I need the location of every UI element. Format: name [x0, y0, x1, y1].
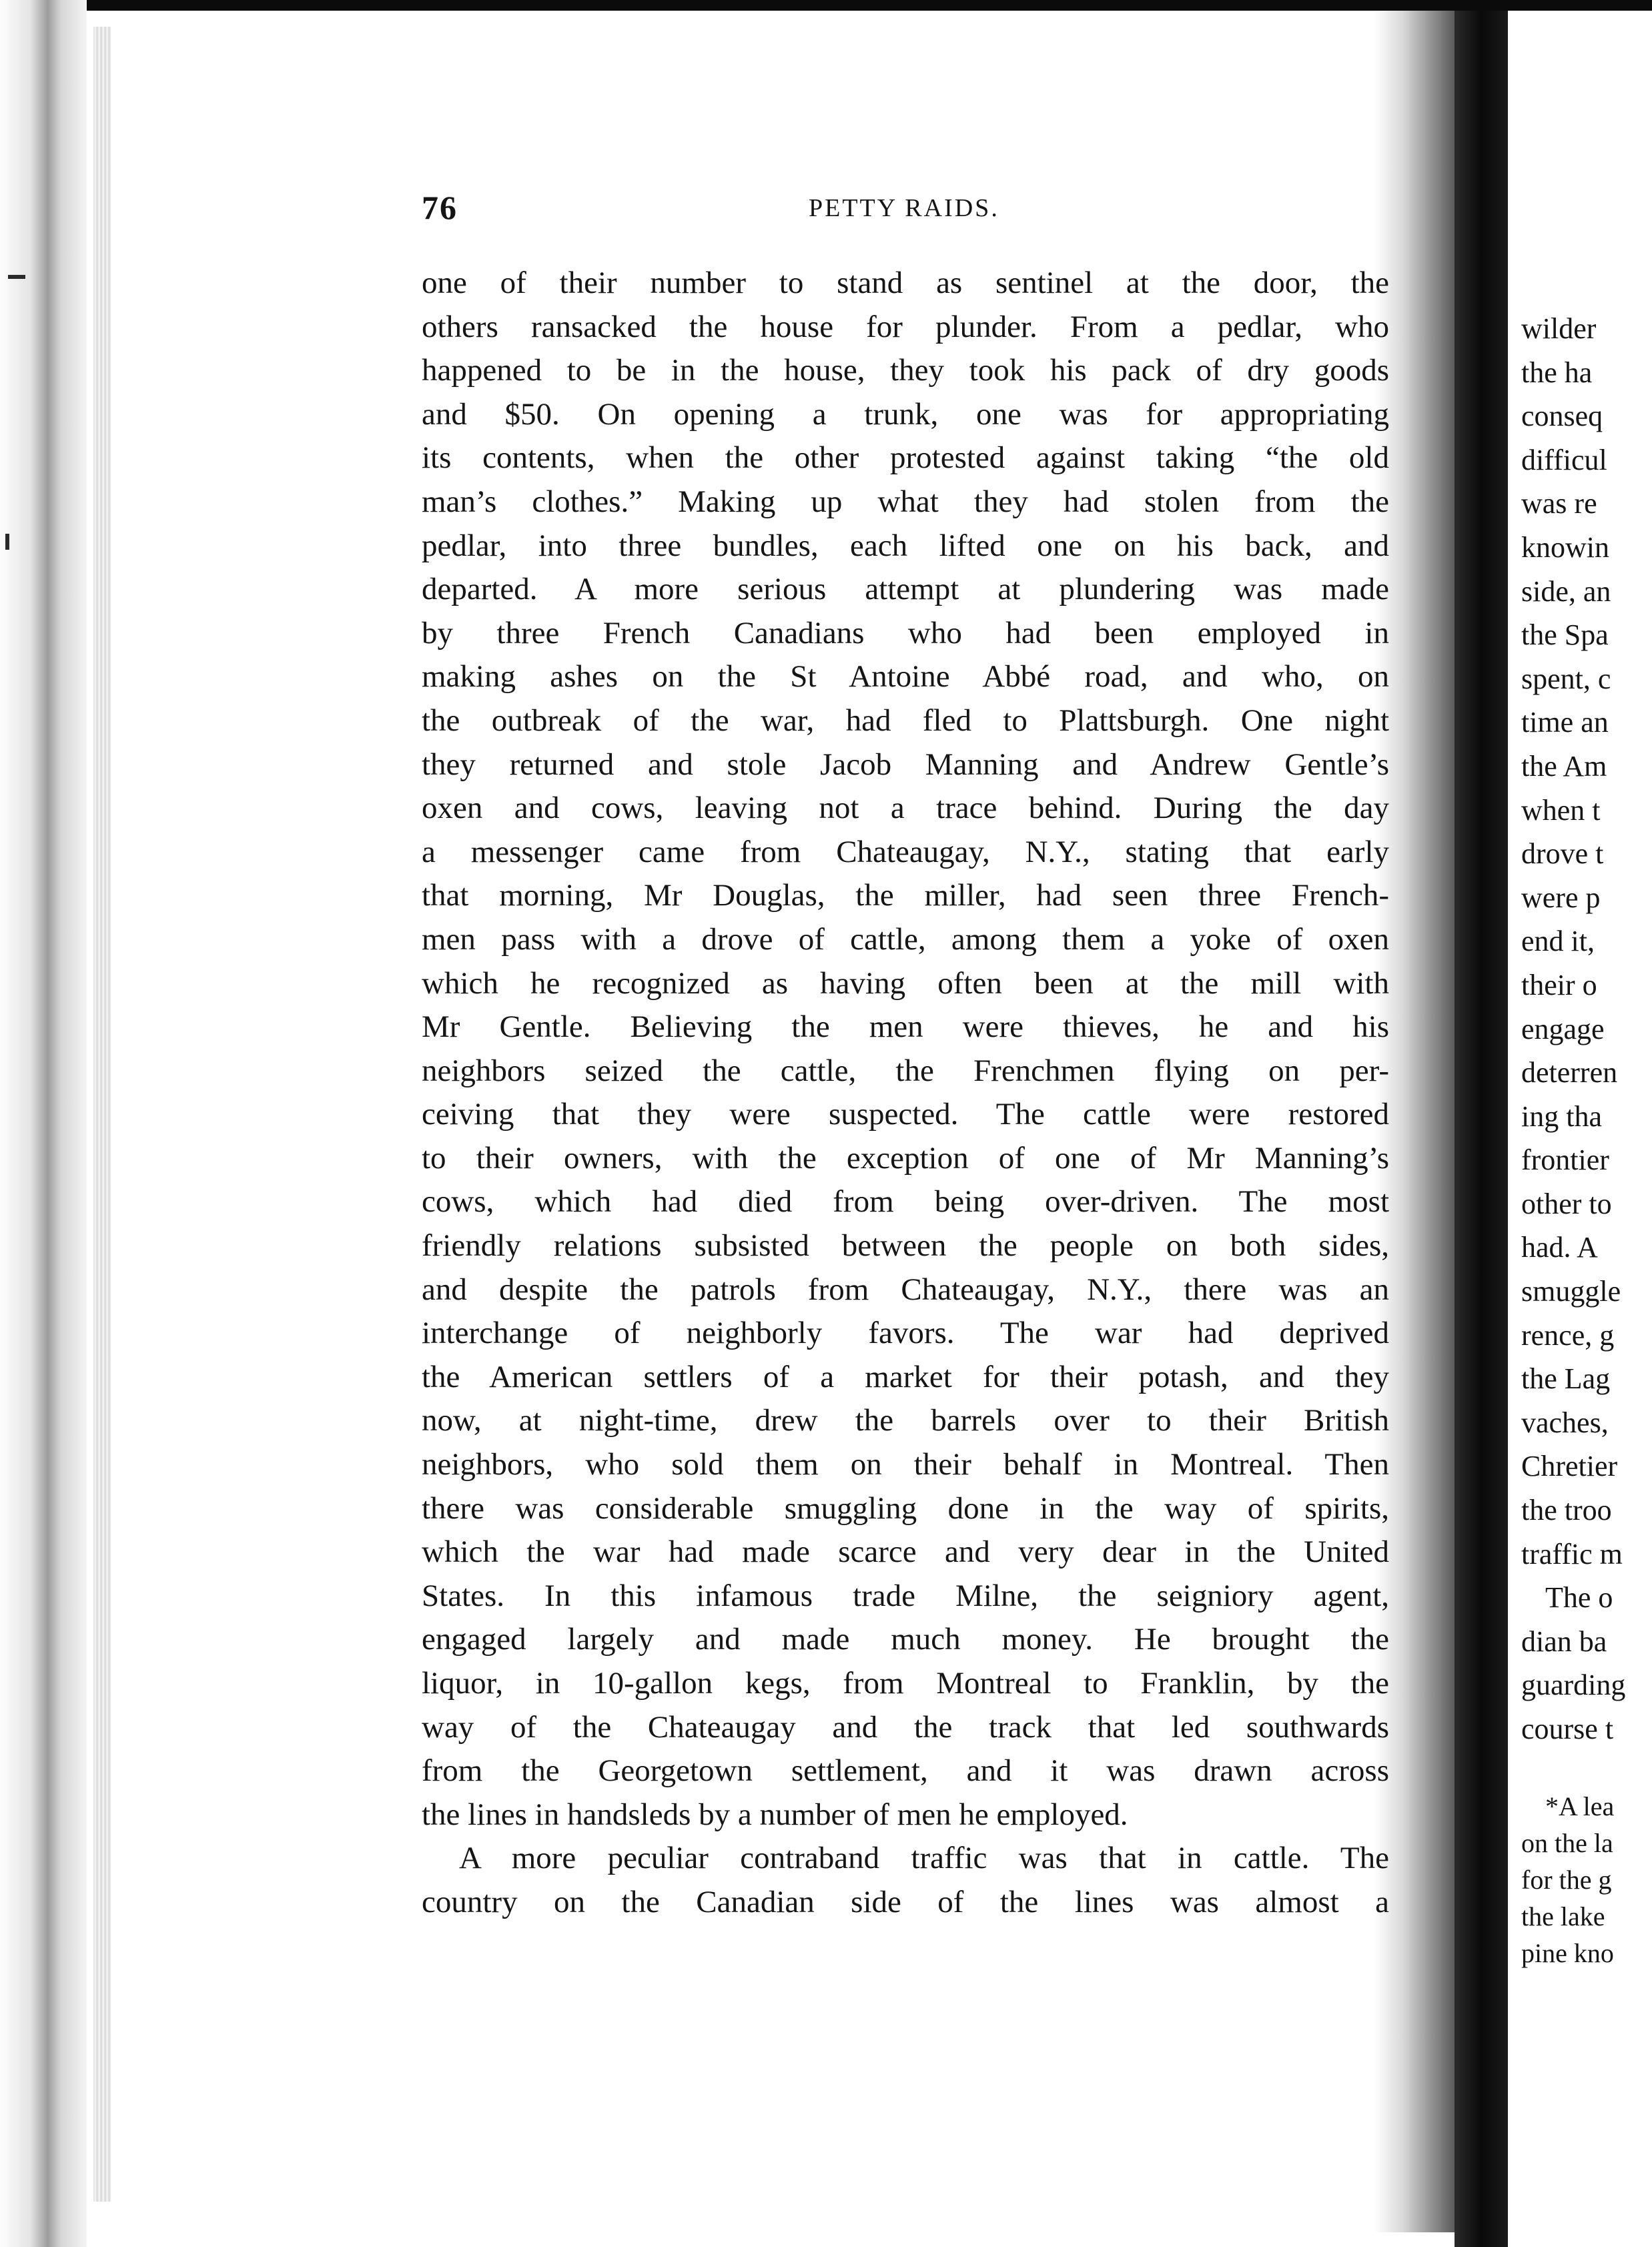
facing-text-line: the Lag [1521, 1362, 1611, 1396]
facing-text-line: had. A [1521, 1231, 1598, 1264]
facing-footnote-line: on the la [1521, 1828, 1613, 1858]
facing-text-line: wilder [1521, 312, 1597, 345]
text-line: way of the Chateaugay and the track that led southwards [422, 1709, 1389, 1745]
facing-text-line: drove t [1521, 837, 1604, 871]
page-edge-strip [93, 27, 111, 2202]
facing-text-line: spent, c [1521, 662, 1611, 695]
text-line: men pass with a drove of cattle, among them a yoke of oxen [422, 921, 1389, 957]
facing-text-line: engage [1521, 1012, 1605, 1045]
text-line: the lines in handsleds by a number of men he employed. [422, 1797, 1128, 1832]
text-line: A more peculiar contraband traffic was that in cattle. The [459, 1841, 1389, 1876]
running-head: PETTY RAIDS. [809, 194, 999, 222]
facing-text-line: deterren [1521, 1056, 1618, 1089]
text-line: cows, which had died from being over-driven. The most [422, 1184, 1389, 1220]
scan-mark [8, 275, 25, 279]
facing-text-line: were p [1521, 881, 1601, 914]
book-gutter [1455, 11, 1508, 2247]
facing-text-line: dian ba [1521, 1625, 1607, 1658]
facing-text-line: ing tha [1521, 1099, 1602, 1133]
text-line: pedlar, into three bundles, each lifted one on his back, and [422, 528, 1389, 563]
text-line: one of their number to stand as sentinel at the door, the [422, 266, 1389, 300]
text-line: country on the Canadian side of the lines was almost a [422, 1884, 1389, 1919]
text-line: neighbors seized the cattle, the Frenchmen flying on per- [422, 1053, 1389, 1088]
text-line: now, at night-time, drew the barrels over to their British [422, 1403, 1389, 1438]
facing-text-line: end it, [1521, 925, 1595, 958]
facing-text-line: knowin [1521, 530, 1609, 564]
scan-mark [5, 534, 9, 550]
text-line: happened to be in the house, they took his pack of dry goods [422, 353, 1389, 388]
text-line: man’s clothes.” Making up what they had stolen from the [422, 484, 1389, 519]
facing-text-line: frontier [1521, 1144, 1609, 1177]
text-line: the American settlers of a market for their potash, and they [422, 1359, 1389, 1394]
text-line: to their owners, with the exception of one of Mr Manning’s [422, 1140, 1389, 1176]
facing-text-line: traffic m [1521, 1537, 1623, 1570]
facing-footnote-line: for the g [1521, 1865, 1612, 1895]
text-line: and despite the patrols from Chateaugay, N.Y., there was an [422, 1272, 1389, 1307]
text-line: engaged largely and made much money. He brought the [422, 1622, 1389, 1657]
text-line: departed. A more serious attempt at plundering was made [422, 572, 1389, 607]
facing-page [1508, 20, 1652, 2247]
facing-text-line: conseq [1521, 400, 1603, 433]
text-line: they returned and stole Jacob Manning and Andrew Gentle’s [422, 747, 1389, 782]
body-text [422, 262, 1389, 1925]
scan-top-border [0, 0, 1652, 11]
facing-text-line: vaches, [1521, 1406, 1609, 1439]
text-line: Mr Gentle. Believing the men were thieves, he and his [422, 1009, 1389, 1045]
facing-text-line: The o [1545, 1581, 1613, 1615]
facing-text-line: difficul [1521, 443, 1607, 476]
text-line: others ransacked the house for plunder. From a pedlar, who [422, 309, 1389, 344]
facing-text-line: Chretier [1521, 1450, 1618, 1483]
facing-text-line: the Spa [1521, 618, 1609, 652]
facing-text-line: the ha [1521, 356, 1593, 389]
facing-text-line: guarding [1521, 1669, 1626, 1702]
text-line: there was considerable smuggling done in the way of spirits, [422, 1490, 1389, 1526]
facing-footnote-line: the lake [1521, 1901, 1605, 1931]
facing-page-footnote [1521, 1788, 1652, 1971]
text-line: a messenger came from Chateaugay, N.Y., stating that early [422, 834, 1389, 869]
facing-text-line: smuggle [1521, 1275, 1621, 1308]
text-line: its contents, when the other protested against taking “the old [422, 440, 1389, 476]
text-line: and $50. On opening a trunk, one was for appropriating [422, 396, 1389, 432]
page-number: 76 [422, 189, 458, 226]
facing-text-line: the troo [1521, 1494, 1612, 1527]
text-line: by three French Canadians who had been employed in [422, 615, 1389, 650]
facing-text-line: course t [1521, 1713, 1614, 1745]
facing-text-line: other to [1521, 1187, 1612, 1220]
facing-footnote-line: pine kno [1521, 1938, 1614, 1968]
text-line: liquor, in 10-gallon kegs, from Montreal to Franklin, by the [422, 1666, 1389, 1701]
book-page-edges [0, 0, 87, 2247]
facing-text-line: when t [1521, 793, 1601, 827]
text-line: making ashes on the St Antoine Abbé road, and who, on [422, 659, 1389, 695]
facing-page-text [1521, 307, 1652, 1751]
facing-text-line: time an [1521, 706, 1609, 739]
text-line: that morning, Mr Douglas, the miller, had seen three French- [422, 878, 1389, 913]
text-line: friendly relations subsisted between the people on both sides, [422, 1228, 1389, 1264]
text-line: the outbreak of the war, had fled to Plattsburgh. One night [422, 703, 1389, 738]
text-line: from the Georgetown settlement, and it was drawn across [422, 1753, 1389, 1789]
page-header [422, 188, 1389, 235]
text-line: neighbors, who sold them on their behalf in Montreal. Then [422, 1447, 1389, 1482]
facing-footnote-line: *A lea [1545, 1791, 1615, 1821]
facing-text-line: rence, g [1521, 1318, 1615, 1352]
text-line: interchange of neighborly favors. The war had deprived [422, 1316, 1389, 1351]
facing-text-line: their o [1521, 968, 1597, 1001]
facing-text-line: was re [1521, 487, 1597, 520]
facing-text-line: side, an [1521, 574, 1611, 608]
text-line: which the war had made scarce and very dear in the United [422, 1534, 1389, 1570]
text-line: States. In this infamous trade Milne, the seigniory agent, [422, 1578, 1389, 1613]
text-line: ceiving that they were suspected. The cattle were restored [422, 1097, 1389, 1132]
text-line: which he recognized as having often been at the mill with [422, 965, 1389, 1001]
facing-text-line: the Am [1521, 749, 1607, 783]
text-line: oxen and cows, leaving not a trace behind. During the day [422, 791, 1389, 826]
